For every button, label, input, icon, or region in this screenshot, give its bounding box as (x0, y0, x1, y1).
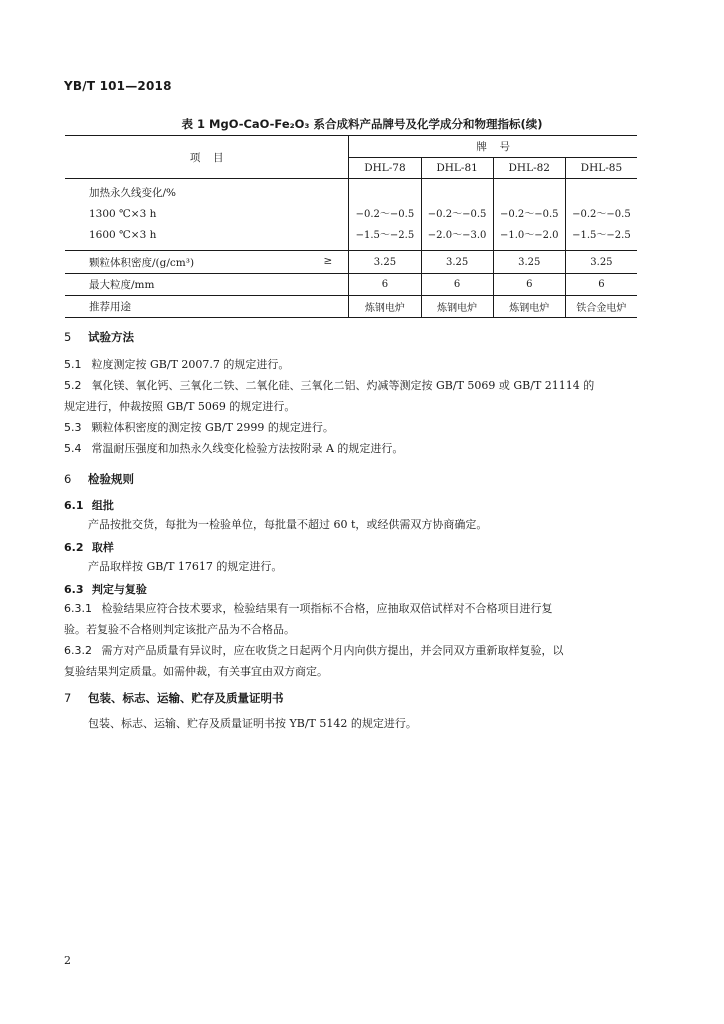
section-7-text: 包装、标志、运输、贮存及质量证明书按 YB/T 5142 的规定进行。 (88, 717, 417, 730)
section-7-heading: 7 包装、标志、运输、贮存及质量证明书 (64, 691, 284, 705)
clause-6-2-heading: 6.2 取样 (64, 541, 114, 554)
section-6-heading: 6 检验规则 (64, 472, 134, 486)
item-header: 项目 (65, 136, 349, 179)
grain-label: 最大粒度/mm (65, 274, 349, 296)
use-label: 推荐用途 (65, 296, 349, 318)
density-label: 颗粒体积密度/(g/cm³) (89, 256, 195, 269)
spec-table (65, 135, 637, 318)
pcl-title: 加热永久线变化/% (89, 187, 177, 199)
density-operator: ≥ (323, 254, 333, 267)
pcl-1300-value: −0.2～−0.5 (427, 209, 487, 220)
brand-dhl-85: DHL-85 (565, 158, 637, 179)
page-number: 2 (64, 954, 71, 967)
clause-5-4: 5.4 常温耐压强度和加热永久线变化检验方法按附录 A 的规定进行。 (64, 442, 404, 455)
table-row-use (65, 296, 637, 318)
pcl-1600-value: −1.5～−2.5 (572, 230, 631, 241)
clause-6-3-2: 6.3.2 需方对产品质量有异议时，应在收货之日起两个月内向供方提出，并会同双方重新取样复验，以 复验结果判定质量。如需仲裁，有关事宜由双方商定。 (64, 644, 564, 678)
use-value: 炼钢电炉 (421, 296, 493, 318)
standard-code: YB/T 101—2018 (64, 79, 172, 93)
pcl-label-cell (65, 179, 349, 251)
pcl-1300-value: −0.2～−0.5 (572, 209, 631, 220)
pcl-1300-value: −0.2～−0.5 (355, 209, 415, 220)
pcl-1600-value: −1.5～−2.5 (355, 230, 415, 241)
clause-5-3: 5.3 颗粒体积密度的测定按 GB/T 2999 的规定进行。 (64, 421, 334, 434)
brand-dhl-81: DHL-81 (421, 158, 493, 179)
pcl-cell-dhl-85 (565, 179, 637, 251)
grain-value: 6 (349, 274, 421, 296)
brand-header: 牌号 (349, 136, 637, 158)
clause-5-1: 5.1 粒度测定按 GB/T 2007.7 的规定进行。 (64, 358, 290, 371)
use-value: 铁合金电炉 (565, 296, 637, 318)
clause-6-3-heading: 6.3 判定与复验 (64, 583, 147, 596)
density-value: 3.25 (421, 251, 493, 274)
density-value: 3.25 (493, 251, 565, 274)
pcl-cell-dhl-82 (493, 179, 565, 251)
pcl-1600-value: −2.0～−3.0 (427, 230, 487, 241)
grain-value: 6 (421, 274, 493, 296)
clause-6-2-text: 产品取样按 GB/T 17617 的规定进行。 (88, 560, 283, 573)
table-row-pcl (65, 179, 637, 251)
pcl-1600-label: 1600 ℃×3 h (89, 229, 157, 241)
table-row-grain-size (65, 274, 637, 296)
density-value: 3.25 (349, 251, 421, 274)
pcl-cell-dhl-78 (349, 179, 421, 251)
use-value: 炼钢电炉 (349, 296, 421, 318)
brand-dhl-78: DHL-78 (349, 158, 421, 179)
pcl-1600-value: −1.0～−2.0 (499, 230, 559, 241)
table-caption: 表 1 MgO-CaO-Fe₂O₃ 系合成料产品牌号及化学成分和物理指标(续) (181, 117, 543, 131)
density-value: 3.25 (565, 251, 637, 274)
clause-6-1-heading: 6.1 组批 (64, 499, 114, 512)
grain-value: 6 (493, 274, 565, 296)
table-header-row (65, 136, 637, 158)
density-label-cell (65, 251, 349, 274)
use-value: 炼钢电炉 (493, 296, 565, 318)
section-5-heading: 5 试验方法 (64, 330, 134, 344)
pcl-1300-value: −0.2～−0.5 (499, 209, 559, 220)
grain-value: 6 (565, 274, 637, 296)
clause-6-3-1: 6.3.1 检验结果应符合技术要求，检验结果有一项指标不合格，应抽取双倍试样对不合格项目进行复 验。若复验不合格则判定该批产品为不合格品。 (64, 602, 553, 636)
brand-dhl-82: DHL-82 (493, 158, 565, 179)
clause-5-2: 5.2 氧化镁、氧化钙、三氧化二铁、二氧化硅、三氧化二铝、灼减等测定按 GB/T 5069 或 GB/T 21114 的 规定进行，仲裁按照 GB/T 5069 的规定进行。 (64, 379, 595, 413)
table-row-density (65, 251, 637, 274)
clause-6-1-text: 产品按批交货，每批为一检验单位，每批量不超过 60 t，或经供需双方协商确定。 (88, 518, 488, 531)
pcl-1300-label: 1300 ℃×3 h (89, 208, 157, 220)
pcl-cell-dhl-81 (421, 179, 493, 251)
